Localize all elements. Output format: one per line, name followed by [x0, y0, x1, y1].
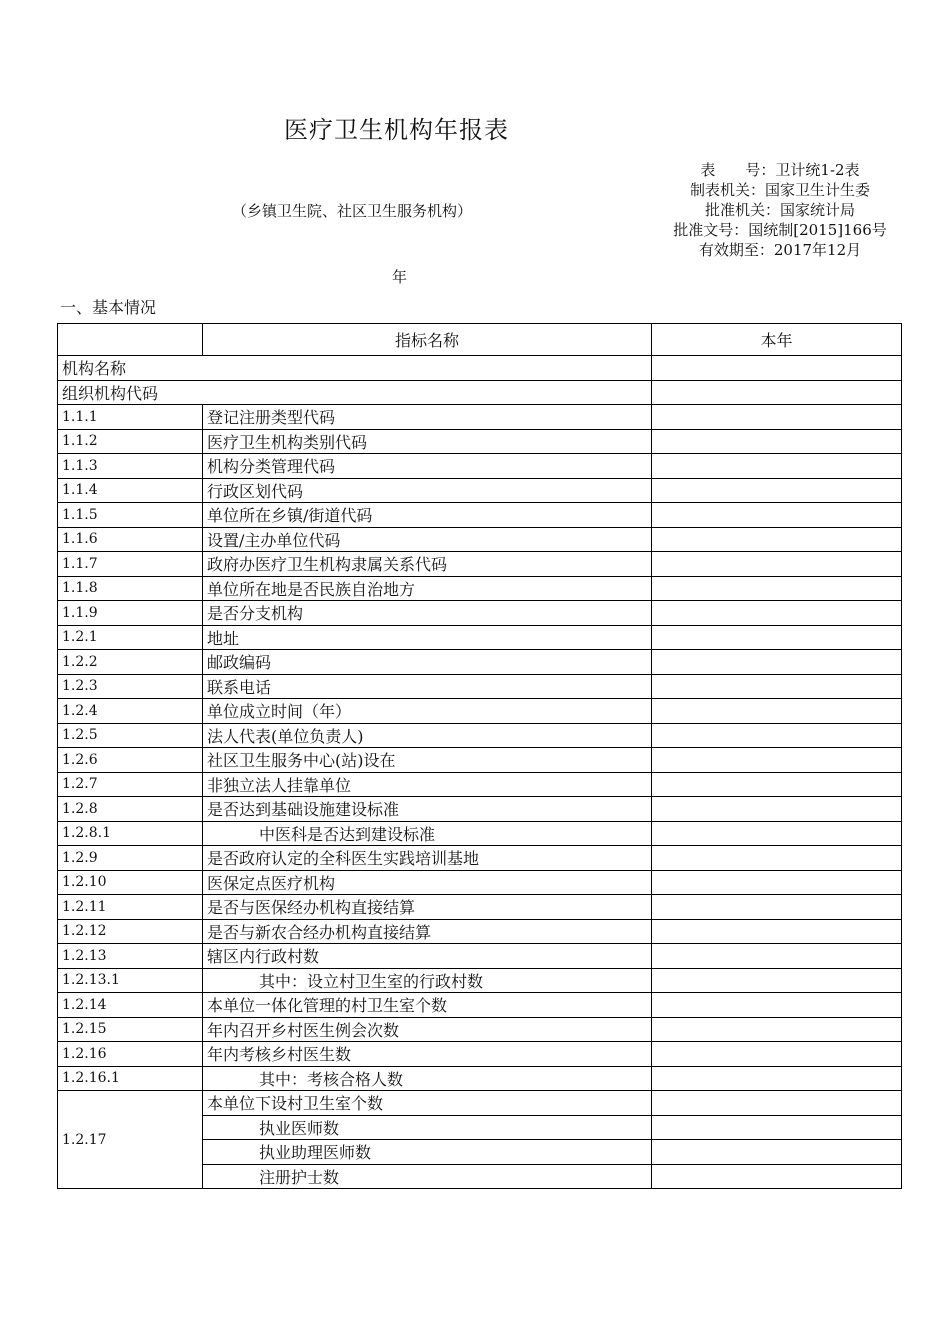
- value-cell[interactable]: [652, 723, 902, 748]
- indicator-name: 政府办医疗卫生机构隶属关系代码: [203, 552, 652, 577]
- table-row: [58, 919, 902, 944]
- indicator-name: 是否政府认定的全科医生实践培训基地: [203, 846, 652, 871]
- value-cell[interactable]: [652, 919, 902, 944]
- basic-info-table: [57, 323, 902, 1189]
- table-row: [58, 576, 902, 601]
- table-row: [58, 625, 902, 650]
- table-row: [58, 1091, 902, 1116]
- value-cell[interactable]: [652, 968, 902, 993]
- value-cell[interactable]: [652, 380, 902, 405]
- indicator-name: 医保定点医疗机构: [203, 870, 652, 895]
- value-cell[interactable]: [652, 405, 902, 430]
- indicator-name: 行政区划代码: [203, 478, 652, 503]
- indicator-name: 辖区内行政村数: [203, 944, 652, 969]
- indicator-name: 非独立法人挂靠单位: [203, 772, 652, 797]
- value-cell[interactable]: [652, 576, 902, 601]
- row-code: 1.2.15: [58, 1017, 203, 1042]
- indicator-name: 医疗卫生机构类别代码: [203, 429, 652, 454]
- table-row: [58, 429, 902, 454]
- indicator-name: 单位成立时间（年）: [203, 699, 652, 724]
- value-cell[interactable]: [652, 1042, 902, 1067]
- indicator-name: 登记注册类型代码: [203, 405, 652, 430]
- value-cell[interactable]: [652, 552, 902, 577]
- section-title: 一、基本情况: [60, 298, 157, 317]
- row-code: 1.2.8.1: [58, 821, 203, 846]
- table-row: [58, 748, 902, 773]
- page-subtitle: （乡镇卫生院、社区卫生服务机构）: [232, 202, 473, 220]
- table-row: [58, 552, 902, 577]
- value-cell[interactable]: [652, 429, 902, 454]
- header-current-year: 本年: [652, 324, 902, 356]
- table-row: [58, 650, 902, 675]
- value-cell[interactable]: [652, 356, 902, 381]
- value-cell[interactable]: [652, 895, 902, 920]
- row-code: 1.2.13.1: [58, 968, 203, 993]
- value-cell[interactable]: [652, 1140, 902, 1165]
- table-row: [58, 772, 902, 797]
- row-code: 1.2.17: [58, 1091, 203, 1189]
- table-row: [58, 870, 902, 895]
- table-row: [58, 356, 902, 381]
- value-cell[interactable]: [652, 797, 902, 822]
- indicator-name: 社区卫生服务中心(站)设在: [203, 748, 652, 773]
- indicator-name: 设置/主办单位代码: [203, 527, 652, 552]
- table-row: [58, 846, 902, 871]
- table-row: [58, 380, 902, 405]
- table-row: [58, 699, 902, 724]
- value-cell[interactable]: [652, 478, 902, 503]
- valid-until: 有效期至：2017年12月: [698, 241, 862, 259]
- form-number: 表 号：卫计统1-2表: [700, 161, 860, 179]
- row-code: 1.2.12: [58, 919, 203, 944]
- value-cell[interactable]: [652, 503, 902, 528]
- value-cell[interactable]: [652, 650, 902, 675]
- row-code: 1.1.6: [58, 527, 203, 552]
- row-code: 1.1.5: [58, 503, 203, 528]
- table-row: [58, 723, 902, 748]
- row-code: 1.2.16.1: [58, 1066, 203, 1091]
- table-row: [58, 797, 902, 822]
- indicator-name: 年内考核乡村医生数: [203, 1042, 652, 1067]
- row-code: 1.2.6: [58, 748, 203, 773]
- row-code: 1.2.7: [58, 772, 203, 797]
- value-cell[interactable]: [652, 1066, 902, 1091]
- indicator-name: 中医科是否达到建设标准: [203, 821, 652, 846]
- indicator-name: 联系电话: [203, 674, 652, 699]
- approving-authority: 批准机关：国家统计局: [704, 201, 855, 219]
- row-code: 1.1.1: [58, 405, 203, 430]
- indicator-name: 其中：考核合格人数: [203, 1066, 652, 1091]
- indicator-name: 地址: [203, 625, 652, 650]
- row-code: 1.1.7: [58, 552, 203, 577]
- value-cell[interactable]: [652, 944, 902, 969]
- table-row: [58, 601, 902, 626]
- value-cell[interactable]: [652, 527, 902, 552]
- value-cell[interactable]: [652, 699, 902, 724]
- header-indicator-name: 指标名称: [203, 324, 652, 356]
- value-cell[interactable]: [652, 674, 902, 699]
- table-row: [58, 478, 902, 503]
- indicator-name: 执业助理医师数: [203, 1140, 652, 1165]
- table-row: [58, 527, 902, 552]
- year-label: 年: [392, 268, 408, 286]
- indicator-name: 法人代表(单位负责人): [203, 723, 652, 748]
- header-code-cell: [58, 324, 203, 356]
- indicator-name: 单位所在地是否民族自治地方: [203, 576, 652, 601]
- table-header-row: [58, 324, 902, 356]
- indicator-name: 是否与医保经办机构直接结算: [203, 895, 652, 920]
- row-code: 1.2.1: [58, 625, 203, 650]
- row-code: 1.2.4: [58, 699, 203, 724]
- form-meta-block: [640, 160, 920, 260]
- indicator-name: 机构分类管理代码: [203, 454, 652, 479]
- row-code: 1.2.8: [58, 797, 203, 822]
- value-cell[interactable]: [652, 1091, 902, 1116]
- row-code: 1.2.9: [58, 846, 203, 871]
- value-cell[interactable]: [652, 821, 902, 846]
- value-cell[interactable]: [652, 748, 902, 773]
- value-cell[interactable]: [652, 1164, 902, 1189]
- row-code: 1.2.16: [58, 1042, 203, 1067]
- value-cell[interactable]: [652, 1115, 902, 1140]
- table-row: [58, 1017, 902, 1042]
- indicator-name: 是否分支机构: [203, 601, 652, 626]
- row-code: 1.1.4: [58, 478, 203, 503]
- value-cell[interactable]: [652, 1017, 902, 1042]
- value-cell[interactable]: [652, 625, 902, 650]
- indicator-name: 本单位下设村卫生室个数: [203, 1091, 652, 1116]
- indicator-name: 年内召开乡村医生例会次数: [203, 1017, 652, 1042]
- row-label: 机构名称: [58, 356, 652, 381]
- value-cell[interactable]: [652, 454, 902, 479]
- indicator-name: 其中：设立村卫生室的行政村数: [203, 968, 652, 993]
- table-row: [58, 454, 902, 479]
- indicator-name: 是否与新农合经办机构直接结算: [203, 919, 652, 944]
- row-code: 1.1.8: [58, 576, 203, 601]
- table-row: [58, 895, 902, 920]
- value-cell[interactable]: [652, 870, 902, 895]
- row-label: 组织机构代码: [58, 380, 652, 405]
- value-cell[interactable]: [652, 846, 902, 871]
- row-code: 1.2.10: [58, 870, 203, 895]
- indicator-name: 本单位一体化管理的村卫生室个数: [203, 993, 652, 1018]
- table-row: [58, 1042, 902, 1067]
- value-cell[interactable]: [652, 772, 902, 797]
- table-row: [58, 405, 902, 430]
- indicator-name: 单位所在乡镇/街道代码: [203, 503, 652, 528]
- approval-number: 批准文号：国统制[2015]166号: [673, 221, 887, 239]
- row-code: 1.2.2: [58, 650, 203, 675]
- indicator-name: 注册护士数: [203, 1164, 652, 1189]
- value-cell[interactable]: [652, 601, 902, 626]
- table-row: [58, 993, 902, 1018]
- table-row: [58, 1066, 902, 1091]
- indicator-name: 是否达到基础设施建设标准: [203, 797, 652, 822]
- row-code: 1.2.11: [58, 895, 203, 920]
- table-row: [58, 503, 902, 528]
- row-code: 1.2.3: [58, 674, 203, 699]
- value-cell[interactable]: [652, 993, 902, 1018]
- issuing-authority: 制表机关：国家卫生计生委: [689, 181, 870, 199]
- page-title: 医疗卫生机构年报表: [284, 116, 509, 144]
- table-row: [58, 968, 902, 993]
- row-code: 1.2.14: [58, 993, 203, 1018]
- table-row: [58, 674, 902, 699]
- indicator-name: 执业医师数: [203, 1115, 652, 1140]
- row-code: 1.2.13: [58, 944, 203, 969]
- row-code: 1.1.3: [58, 454, 203, 479]
- row-code: 1.1.9: [58, 601, 203, 626]
- table-row: [58, 821, 902, 846]
- row-code: 1.2.5: [58, 723, 203, 748]
- indicator-name: 邮政编码: [203, 650, 652, 675]
- table-row: [58, 944, 902, 969]
- row-code: 1.1.2: [58, 429, 203, 454]
